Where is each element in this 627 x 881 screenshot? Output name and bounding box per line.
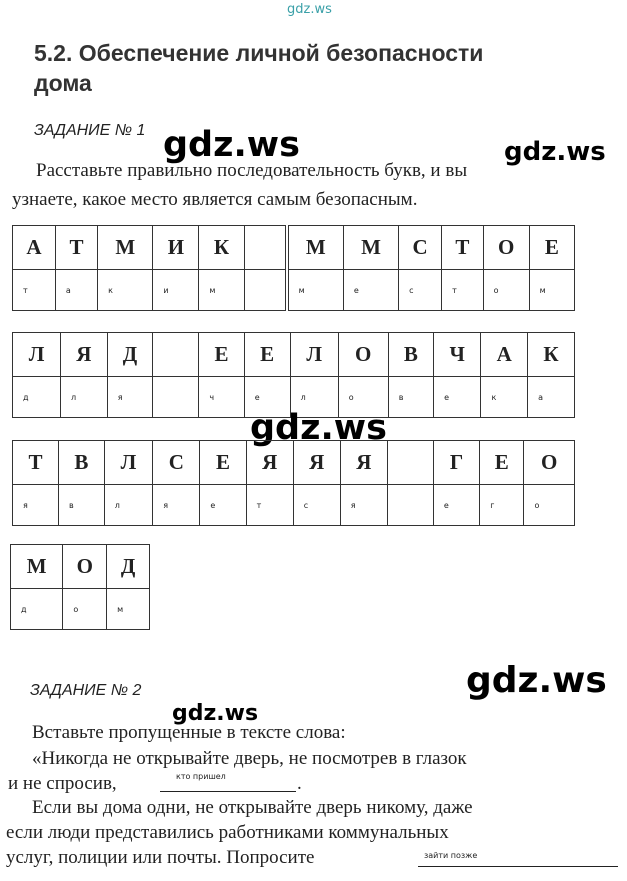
letter-cell: М xyxy=(98,226,153,270)
letter-cell-empty xyxy=(153,333,199,377)
letter-grid-row-4 xyxy=(10,544,150,630)
letter-cell: Е xyxy=(199,333,244,377)
letter-cell: В xyxy=(388,333,433,377)
answer-cell xyxy=(399,270,442,311)
answer-cell xyxy=(529,270,574,311)
letter-grid-row-3 xyxy=(12,440,575,526)
letter-cell: О xyxy=(524,441,575,485)
letter-cell-empty xyxy=(387,441,433,485)
answer-cell xyxy=(59,485,105,526)
answer-cell xyxy=(442,270,484,311)
answer-row xyxy=(11,589,150,630)
answer-letter: е xyxy=(353,285,359,295)
letter-cell: Л xyxy=(13,333,61,377)
answer-letter: д xyxy=(23,392,29,402)
letter-cell: А xyxy=(13,226,56,270)
answer-letter: м xyxy=(298,285,305,295)
answer-letter: е xyxy=(210,500,216,510)
letter-cell: Т xyxy=(55,226,97,270)
task2-line3: Если вы дома одни, не открывайте дверь никому, даже xyxy=(32,797,473,818)
letter-cell: Г xyxy=(433,441,479,485)
answer-cell xyxy=(244,270,285,311)
letter-cell: Я xyxy=(246,441,293,485)
answer-letter: я xyxy=(163,500,169,510)
letter-cell: М xyxy=(288,226,343,270)
task2-heading: ЗАДАНИЕ № 2 xyxy=(30,682,142,699)
letter-cell: Т xyxy=(13,441,59,485)
answer-cell xyxy=(55,270,97,311)
answer-letter: я xyxy=(23,500,28,510)
watermark-5: gdz.ws xyxy=(172,701,259,726)
letter-cell: С xyxy=(399,226,442,270)
answer-letter: е xyxy=(444,392,449,402)
answer-letter: е xyxy=(254,392,260,402)
answer-letter: л xyxy=(114,500,120,510)
answer-cell xyxy=(433,485,479,526)
answer-cell xyxy=(200,485,246,526)
letter-cell: Е xyxy=(200,441,246,485)
answer-letter: о xyxy=(493,285,499,295)
letter-cell: О xyxy=(63,545,107,589)
answer-letter: в xyxy=(398,392,404,402)
section-title xyxy=(34,38,483,98)
letter-cell: Я xyxy=(340,441,387,485)
answer-letter: м xyxy=(539,285,546,295)
letter-cell: И xyxy=(153,226,199,270)
answer-letter: е xyxy=(443,500,449,510)
answer-row xyxy=(13,485,575,526)
letter-cell: Ч xyxy=(434,333,481,377)
answer-cell xyxy=(388,377,433,418)
watermark-1: gdz.ws xyxy=(163,125,300,165)
answer-letter: я xyxy=(117,392,123,402)
task1-text-line2: узнаете, какое место является самым безопасным. xyxy=(12,189,418,210)
letter-cell: Л xyxy=(104,441,152,485)
answer-letter: д xyxy=(21,604,27,614)
letter-cell: М xyxy=(11,545,63,589)
task1-heading: ЗАДАНИЕ № 1 xyxy=(34,122,146,139)
answer-letter: м xyxy=(209,285,216,295)
answer-cell xyxy=(524,485,575,526)
answer-cell xyxy=(153,377,199,418)
answer-cell xyxy=(153,270,199,311)
task1-text-line1: Расставьте правильно последовательность букв, и вы xyxy=(36,160,468,181)
answer-letter: л xyxy=(71,392,77,402)
answer-letter: а xyxy=(65,285,71,295)
answer-letter: я xyxy=(350,500,356,510)
letter-row xyxy=(11,545,150,589)
letter-cell: А xyxy=(481,333,528,377)
letter-cell: Я xyxy=(293,441,340,485)
answer-letter: к xyxy=(491,392,497,402)
answer-cell xyxy=(434,377,481,418)
answer-cell xyxy=(528,377,575,418)
letter-row xyxy=(13,441,575,485)
answer-cell xyxy=(246,485,293,526)
answer-letter: о xyxy=(534,500,540,510)
answer-cell xyxy=(13,485,59,526)
answer-cell xyxy=(293,485,340,526)
section-title-line2: дома xyxy=(34,70,92,96)
answer-cell xyxy=(288,270,343,311)
task2-intro: Вставьте пропущенные в тексте слова: xyxy=(32,722,346,743)
answer-letter: в xyxy=(69,500,74,510)
answer-cell xyxy=(199,270,244,311)
answer-letter: а xyxy=(538,392,543,402)
answer-letter: т xyxy=(23,285,28,295)
answer-cell xyxy=(340,485,387,526)
answer-cell xyxy=(387,485,433,526)
answer-letter: с xyxy=(303,500,309,510)
answer-letter: м xyxy=(117,604,124,614)
letter-cell: В xyxy=(59,441,105,485)
answer-row xyxy=(13,270,575,311)
letter-cell: Е xyxy=(480,441,524,485)
letter-cell: Л xyxy=(290,333,338,377)
answer-cell xyxy=(13,270,56,311)
task2-line2-start: и не спросив, xyxy=(8,773,117,794)
letter-cell-empty xyxy=(244,226,285,270)
answer-cell xyxy=(13,377,61,418)
answer-cell xyxy=(11,589,63,630)
letter-cell: М xyxy=(343,226,398,270)
answer-cell xyxy=(153,485,200,526)
task2-line2-end: . xyxy=(297,773,302,794)
answer-cell xyxy=(107,377,153,418)
answer-letter: о xyxy=(73,604,79,614)
task2-line5-start: услуг, полиции или почты. Попросите xyxy=(6,847,315,868)
watermark-4: gdz.ws xyxy=(466,660,607,701)
answer-letter: г xyxy=(490,500,495,510)
watermark-top: gdz.ws xyxy=(287,2,332,17)
task2-line1: «Никогда не открывайте дверь, не посмотрев в глазок xyxy=(32,748,467,769)
answer-cell xyxy=(483,270,529,311)
letter-cell: Я xyxy=(61,333,108,377)
letter-row xyxy=(13,226,575,270)
section-title-line1: 5.2. Обеспечение личной безопасности xyxy=(34,40,484,66)
letter-cell: Е xyxy=(529,226,574,270)
answer-letter: т xyxy=(452,285,457,295)
answer-letter: о xyxy=(348,392,354,402)
letter-grid-row-1 xyxy=(12,225,575,311)
letter-cell: К xyxy=(199,226,244,270)
answer-cell xyxy=(480,485,524,526)
answer-fill-2: зайти позже xyxy=(424,851,478,860)
letter-cell: С xyxy=(153,441,200,485)
answer-cell xyxy=(481,377,528,418)
answer-blank-1 xyxy=(160,791,296,792)
answer-cell xyxy=(107,589,150,630)
answer-letter: л xyxy=(300,392,306,402)
watermark-3: gdz.ws xyxy=(250,408,387,448)
task2-line4: если люди представились работниками коммунальных xyxy=(6,822,449,843)
letter-grid-row-2 xyxy=(12,332,575,418)
letter-cell: Д xyxy=(107,545,150,589)
answer-letter: к xyxy=(108,285,113,295)
answer-letter: т xyxy=(256,500,262,510)
answer-cell xyxy=(63,589,107,630)
letter-cell: О xyxy=(338,333,388,377)
answer-letter: ч xyxy=(209,392,215,402)
letter-cell: Е xyxy=(244,333,290,377)
letter-cell: К xyxy=(528,333,575,377)
answer-fill-1: кто пришел xyxy=(176,772,226,781)
answer-cell xyxy=(343,270,398,311)
answer-cell xyxy=(61,377,108,418)
watermark-2: gdz.ws xyxy=(504,137,606,167)
answer-letter: и xyxy=(163,285,169,295)
answer-cell xyxy=(199,377,244,418)
answer-blank-2 xyxy=(418,866,618,867)
answer-cell xyxy=(104,485,152,526)
letter-cell: Т xyxy=(442,226,484,270)
answer-letter: с xyxy=(409,285,414,295)
answer-cell xyxy=(98,270,153,311)
letter-row xyxy=(13,333,575,377)
letter-cell: О xyxy=(483,226,529,270)
letter-cell: Д xyxy=(107,333,153,377)
